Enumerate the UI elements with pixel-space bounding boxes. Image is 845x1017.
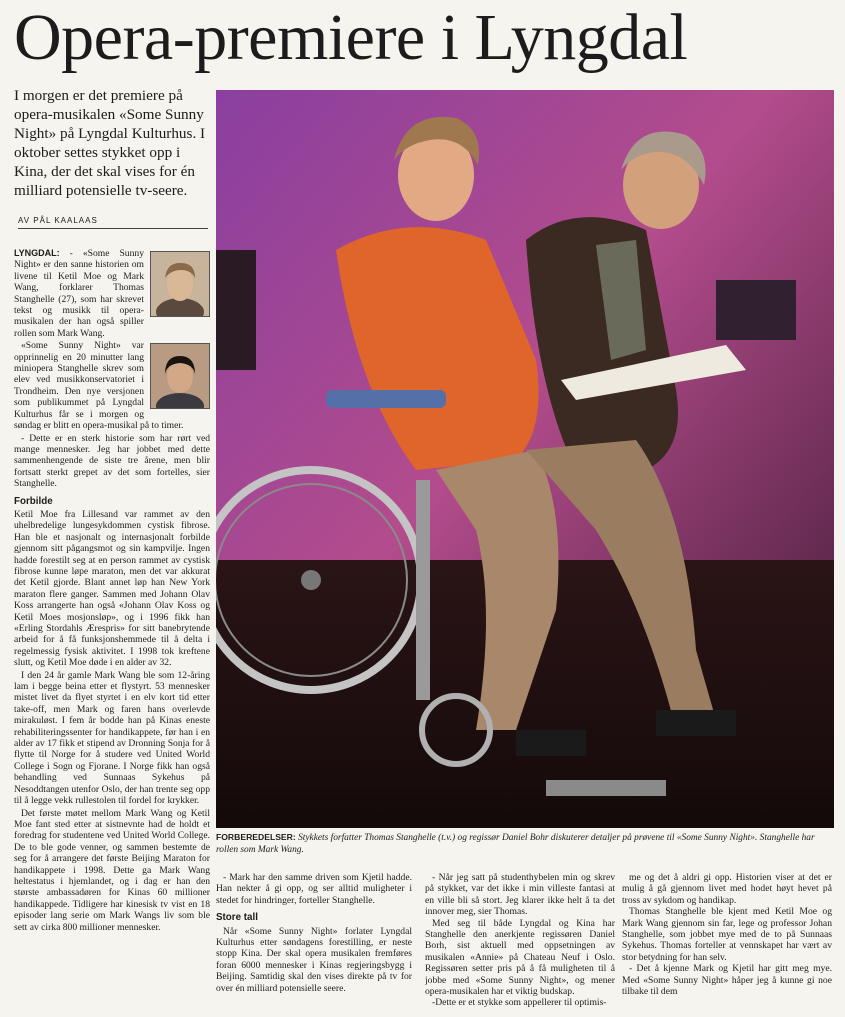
dateline: LYNGDAL:: [14, 248, 60, 258]
paragraph: Ketil Moe fra Lillesand var rammet av den uhelbredelige lungesykdommen cystisk fibrose. Han ble et nasjonalt og internasjonalt forbilde gjennom sitt pågangsmot og sin kampvilje. Ingen hadde forestilt seg at en person rammet av cystisk fibrose kunne løpe maraton, men det var akkurat det Ketil gjorde. Blant annet løp han New York maraton flere ganger. Sammen med Johann Olav Koss arrangerte han også «Johann Olav Koss og Ketil Moes mosjonsløp», og i 1996 fikk han «Erling Stordahls Ærespris» for sitt banebrytende arbeid for å få funksjonshemmede til å delta i regelmessig fysisk aktivitet. I 1998 tok kreftene slutt, og Ketil Moe døde i en alder av 32.: [14, 508, 210, 669]
article-column-3: [425, 872, 615, 1012]
paragraph: I den 24 år gamle Mark Wang ble som 12-åring lam i begge beina etter et flystyrt. 53 mennesker mistet livet da flyet styrtet i en elv kort tid etter take-off, men Mark og faren hans overlevde mirakuløst. I fem år bodde han på Kinas eneste rehabiliteringssenter for handikappete, før han i en alder av 17 fikk et stipend av Dronning Sonja for å flytte til Norge for å studere ved United World College i Sogn og Fjorane. I Norge fikk han også behandling ved Sunnaas Sykehus på Nesoddtangen utenfor Oslo, der han trente seg opp til å legge vekk rullestolen til fordel for krykker.: [14, 669, 210, 807]
article-column-1: [14, 248, 210, 1008]
subheading-store-tall: Store tall: [216, 912, 258, 924]
subheading-forbilde: Forbilde: [14, 495, 53, 507]
paragraph-text: - «Some Sunny Night» er den sanne historien om livene til Ketil Moe og Mark Wang, forklarer Thomas Stanghelle (27), som har skrevet tekst og musikk til opera-musikalen der han også spiller rollen som Mark Wang.: [14, 248, 144, 339]
paragraph: - Mark har den samme driven som Kjetil hadde. Han nekter å gi opp, og ser alltid muligheter i stedet for hindringer, forteller Stanghelle.: [216, 872, 412, 906]
paragraph: - Dette er en sterk historie som har rørt ved mange mennesker. Jeg har jobbet med dette sammenhengende de siste tre årene, men blir fortsatt sterkt grepet av det som fortelles, sier Stanghelle.: [14, 432, 210, 490]
caption-text: Stykkets forfatter Thomas Stanghelle (t.v.) og regissør Daniel Bohr diskuterer detaljer på prøvene til «Some Sunny Night». Stanghelle har rollen som Mark Wang.: [216, 833, 815, 855]
lead-paragraph: I morgen er det premiere på opera-musikalen «Some Sunny Night» på Lyngdal Kulturhus. I oktober settes stykket opp i Kina, der det skal vises for én milliard potensielle tv-seere.: [14, 87, 206, 199]
paragraph: - Det å kjenne Mark og Kjetil har gitt meg mye. Med «Some Sunny Night» håper jeg å kunne gi noe tilbake til dem: [622, 963, 832, 998]
portrait-mark-wang: [150, 343, 210, 409]
portrait-ketil-moe: [150, 251, 210, 317]
photo-caption: [216, 832, 834, 856]
article-column-2: [216, 872, 412, 1012]
paragraph: Det første møtet mellom Mark Wang og Ketil Moe fant sted etter at sistnevnte had de holdt et foredrag for studentene ved United World College. De to ble gode venner, og sammen bestemte de seg for å arrangere det første Beijing Maraton for handikappete i 1998. Dette ga Mark Wang heltestatus i hjemlandet, og i dag er han den største ambassadøren for Kinas 60 millioner handikappede. Tidligere har kinesisk tv vist en 18 episoder lang serie om Mark Wangs liv som ble sett av cirka 800 millioner mennesker.: [14, 807, 210, 933]
caption-label: FORBEREDELSER:: [216, 832, 296, 842]
paragraph: -Dette er et stykke som appellerer til optimis-: [432, 997, 607, 1009]
paragraph: «Some Sunny Night» var opprinnelig en 20 minutter lang miniopera Stanghelle skrev som elev ved musikkonservatoriet i Trondheim. Den nye versjonen som publikummet på Lyngdal Kulturhus får se i morgen og søndag er blitt en opera-musikal på to timer.: [14, 340, 184, 432]
byline: AV PÅL KAALAAS: [18, 216, 208, 229]
paragraph: me og det å aldri gi opp. Historien viser at det er mulig å gå gjennom livet med hodet høyt hevet på tross av sykdom og handikap.: [622, 872, 832, 906]
headline: Opera-premiere i Lyngdal: [14, 1, 688, 74]
paragraph: Når «Some Sunny Night» forlater Lyngdal Kulturhus etter søndagens forestilling, er neste stopp Kina. Der skal opera musikalen fremføres foran 6000 mennesker i Kinas regjeringsbygg i Beijing. Samtidig skal den vises direkte på tv for over én milliard potensielle seere.: [216, 925, 412, 994]
paragraph: Thomas Stanghelle ble kjent med Ketil Moe og Mark Wang gjennom sin far, lege og professor Johan Stanghelle, som jobbet mye med de to på Sunnaas Sykehus. Thomas forteller at vennskapet har vært av stor betydning for han selv.: [622, 906, 832, 963]
article-column-4: [622, 872, 832, 1012]
rehearsal-photo: [216, 90, 834, 828]
paragraph: Med seg til både Lyngdal og Kina har Stanghelle den anerkjente regissøren Daniel Borh, sist aktuell med oppsetningen av musikalen «Annie» på Chateau Neuf i Oslo. Regissøren setter pris på å få muligheten til å jobbe med «Some Sunny Night», og mener opera-musikalen har et viktig budskap.: [425, 917, 615, 998]
paragraph: - Når jeg satt på studenthybelen min og skrev på stykket, var det ikke i min villeste fantasi at en ville bli så stort. Jeg klarer ikke helt å ta det innover meg, sier Thomas.: [425, 872, 615, 918]
